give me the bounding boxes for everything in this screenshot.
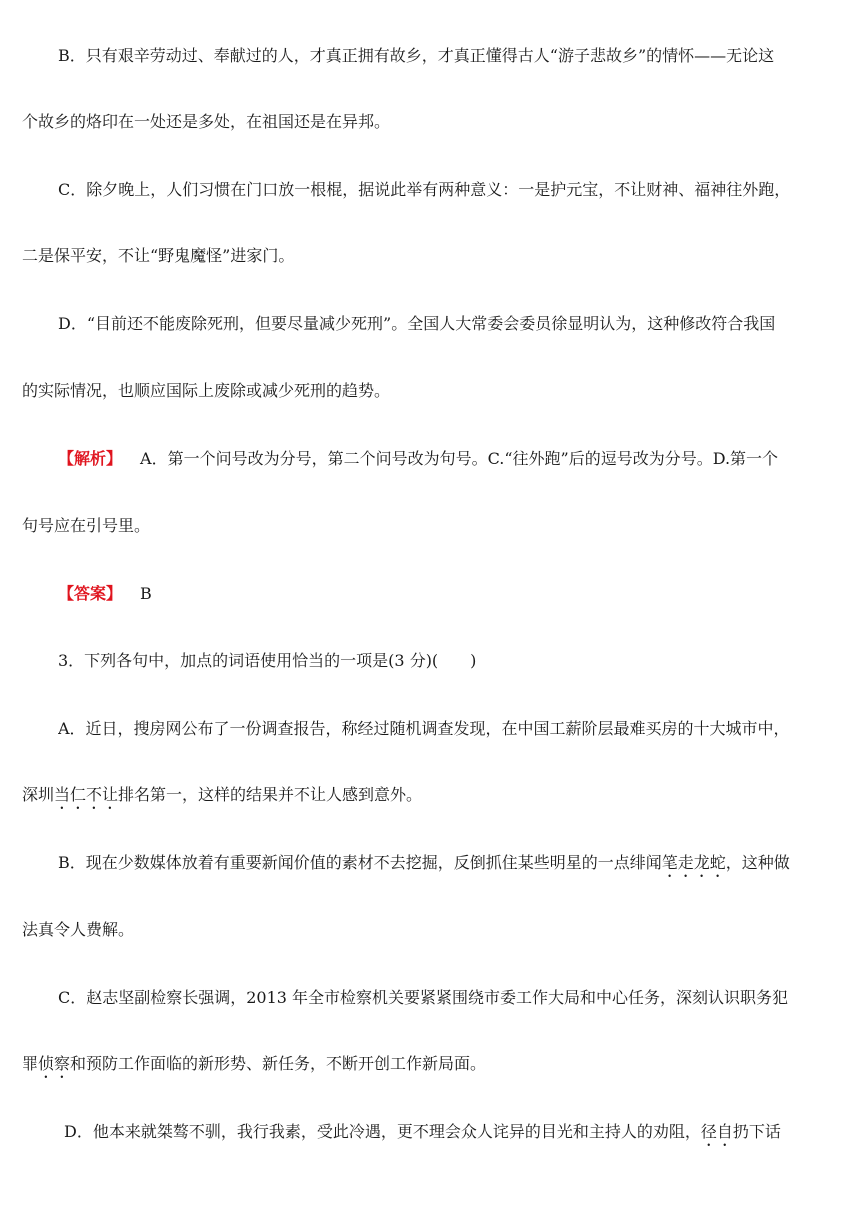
answer-line [58,583,840,605]
option-c-line-1: C．除夕晚上，人们习惯在门口放一根棍，据说此举有两种意义：一是护元宝，不让财神、福神往外跑， [58,180,791,199]
q3-option-c-line-1: C．赵志坚副检察长强调，2013 年全市检察机关要紧紧围绕市委工作大局和中心任务，深刻认识职务犯 [58,988,789,1007]
q3-a-text-post: 排名第一，这样的结果并不让人感到意外。 [118,785,423,804]
analysis-tag: 【解析】 [58,449,123,468]
q3-option-c-line-2 [22,1053,840,1082]
option-c-line-2: 二是保平安，不让“野鬼魔怪”进家门。 [22,246,295,265]
answer-tag: 【答案】 [58,584,123,603]
option-b-line-2: 个故乡的烙印在一处还是多处，在祖国还是在异邦。 [22,112,391,131]
option-b-line-1: B．只有艰辛劳动过、奉献过的人，才真正拥有故乡，才真正懂得古人“游子悲故乡”的情怀——无论这 [58,46,775,65]
q3-c-text-pre: 罪 [22,1054,39,1073]
q3-option-d-line-1 [64,1121,840,1150]
answer-text: B [140,584,152,603]
q3-option-b-line-1 [58,852,840,881]
q3-option-a-line-2 [22,784,840,813]
analysis-line-1 [58,448,840,470]
question-3-stem: 3．下列各句中，加点的词语使用恰当的一项是(3 分)( ) [58,651,477,670]
q3-option-b-line-2: 法真令人费解。 [22,920,135,939]
option-d-line-2: 的实际情况，也顺应国际上废除或减少死刑的趋势。 [22,381,391,400]
q3-d-text-post: 扔下话 [732,1122,781,1141]
dotted-phrase-a: 当仁不让 [54,785,119,804]
q3-option-a-line-1: A．近日，搜房网公布了一份调查报告，称经过随机调查发现，在中国工薪阶层最难买房的十大城市中， [58,719,790,738]
dotted-phrase-c: 侦察 [38,1054,71,1073]
dotted-phrase-d: 径自 [700,1122,733,1141]
analysis-text: A．第一个问号改为分号，第二个问号改为句号。C.“往外跑”后的逗号改为分号。D.第一个 [140,449,779,468]
dotted-phrase-b: 笔走龙蛇 [661,853,726,872]
q3-a-text-pre: 深圳 [22,785,55,804]
option-d-line-1: D．“目前还不能废除死刑，但要尽量减少死刑”。全国人大常委会委员徐显明认为，这种修改符合我国 [58,314,776,333]
q3-b-text-pre: B．现在少数媒体放着有重要新闻价值的素材不去挖掘，反倒抓住某些明星的一点绯闻 [58,853,662,872]
q3-c-text-post: 和预防工作面临的新形势、新任务，不断开创工作新局面。 [70,1054,487,1073]
q3-d-text-pre: D．他本来就桀骜不驯，我行我素，受此冷遇，更不理会众人诧异的目光和主持人的劝阻， [64,1122,701,1141]
analysis-line-2: 句号应在引号里。 [22,516,151,535]
q3-b-text-post: ，这种做 [725,853,790,872]
